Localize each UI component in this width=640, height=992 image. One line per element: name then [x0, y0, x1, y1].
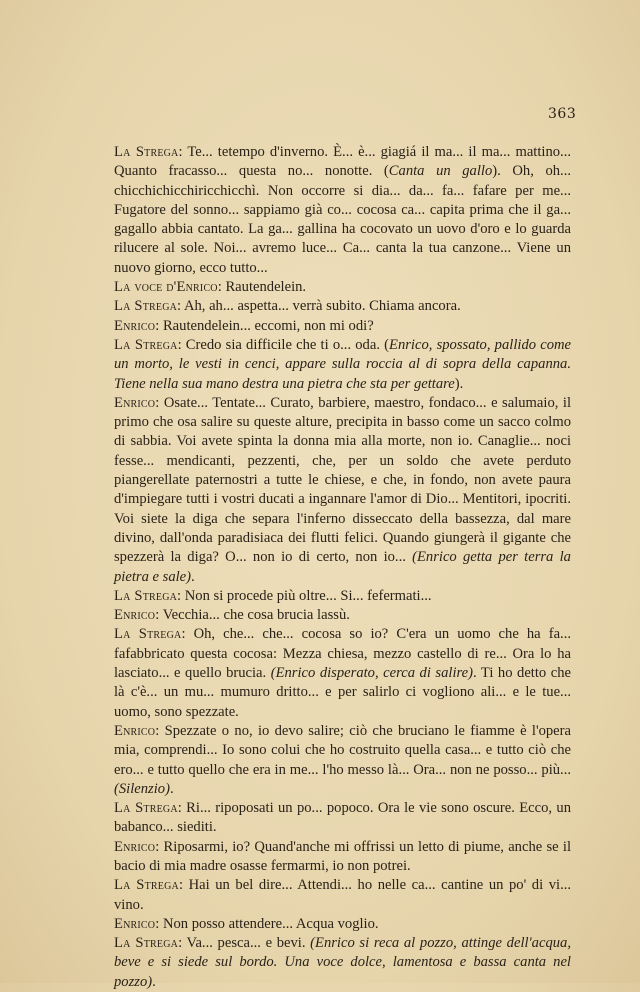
dialogue-text: Rautendelein. — [225, 279, 307, 296]
dialogue-text: Ri... ripoposati un po... popoco. Ora le vie sono oscure. Ecco, un babanco... siediti. — [114, 800, 571, 836]
dialogue-paragraph — [114, 625, 571, 721]
dialogue-text: ). — [454, 375, 464, 392]
dialogue-text: . Ti ho detto che là c'è... un mu... mumuro dritto... e per salirlo ci vogliono ali... e le tue... uomo, sono spezzate. — [114, 665, 571, 720]
dialogue-paragraph — [114, 336, 571, 394]
speaker-separator: : — [217, 279, 226, 296]
speaker-separator: : — [155, 317, 163, 334]
speaker-name: La Strega — [114, 298, 178, 315]
speaker-separator: : — [178, 877, 189, 894]
speaker-name: La voce d'Enrico — [114, 279, 218, 296]
dialogue-text: . — [169, 780, 174, 797]
dialogue-paragraph — [114, 394, 571, 587]
dialogue-text: Non posso attendere... Acqua voglio. — [162, 915, 379, 932]
speaker-name: Enrico — [114, 838, 156, 855]
speaker-separator: : — [155, 838, 164, 855]
dialogue-paragraph — [114, 278, 571, 297]
dialogue-text: Osate... Tentate... Curato, barbiere, maestro, fondaco... e salumaio, il primo che osa salire su queste alture, precipita in basso come un sacco colmo di sabbia. Voi avete spinta la donna mia alla morte, non io. Canaglie... noci fesse... mendicanti, pezzenti, che, per un soldo che avete perduto piangerellate paternostri a tutte le chiese, e che, in fondo, non avete paura d'impiegare tutti i vostri ducati a ingannare l'amor di Dio... Mentitori, ipocriti. Voi siete la diga che separa l'inferno disseccato della bassezza, dal mare divino, dall'onda paradisiaca dei flutti felici. Quando giungerà il gigante che spezzerà la diga? O... non io di certo, non io... — [114, 394, 572, 566]
speaker-name: Enrico — [114, 394, 156, 411]
speaker-name: La Strega — [114, 587, 178, 604]
dialogue-paragraph — [114, 876, 571, 915]
dialogue-text: Riposarmi, io? Quand'anche mi offrissi un letto di piume, anche se il bacio di mia madre osasse fermarmi, io non potrei. — [114, 838, 572, 874]
stage-direction: Enrico, spossato, pallido come un morto, le vesti in cenci, appare sulla roccia al di sopra della capanna. Tiene nella sua mano destra una pietra che sta per gettare — [114, 336, 572, 392]
speaker-name: La Strega — [114, 800, 178, 817]
page-number: 363 — [548, 106, 577, 122]
dialogue-paragraph — [114, 934, 571, 992]
dialogue-text: Vecchia... che cosa brucia lassù. — [162, 607, 350, 624]
speaker-name: Enrico — [114, 317, 156, 334]
dialogue-text: Va... pesca... e bevi. — [186, 935, 311, 952]
dialogue-text: Te... tetempo d'inverno. È... è... giagiá il ma... il ma... mattino... Quanto fracasso... questa no... nonotte. ( — [114, 144, 571, 180]
dialogue-text: . — [191, 568, 195, 585]
dialogue-text: Ah, ah... aspetta... verrà subito. Chiama ancora. — [183, 298, 461, 315]
speaker-separator: : — [155, 722, 165, 739]
speaker-name: La Strega — [114, 935, 179, 952]
speaker-separator: : — [155, 915, 163, 932]
speaker-name: Enrico — [114, 915, 156, 932]
dialogue-text: Oh, che... che... cocosa so io? C'era un uomo che ha fa... fafabbricato questa cocosa: Mezza chiesa, mezzo castello di re... Ora lo ha lasciato... e quello brucia. — [114, 626, 571, 682]
dialogue-paragraph — [114, 799, 571, 838]
stage-direction: (Enrico si reca al pozzo, attinge dell'acqua, beve e si siede sul bordo. Una voce dolce, lamentosa e bassa canta nel pozzo) — [114, 935, 571, 990]
dialogue-paragraph — [114, 143, 571, 278]
dialogue-text: ). Oh, oh... chicchichicchiricchicchì. Non occorre si dia... da... fa... fafare per me... Fugatore del sonno... sappiamo già co... cocosa ca... capita prima che il ga... gagallo abbia cantato. La ga... gallina ha cocovato un uovo d'oro e lo guarda rilucere al sole. Noi... avremo luce... Ca... canta la tua canzone... Viene un nuovo giorno, ecco tutto... — [114, 163, 571, 276]
dialogue-paragraph — [114, 606, 571, 625]
speaker-separator: : — [178, 144, 188, 160]
speaker-separator: : — [178, 935, 187, 952]
speaker-separator: : — [177, 800, 187, 817]
speaker-name: La Strega — [114, 626, 182, 643]
speaker-name: La Strega — [114, 144, 179, 160]
dialogue-text: Spezzate o no, io devo salire; ciò che bruciano le fiamme è l'opera mia, comprendi... Io sono colui che ho costruito quella casa... e tutto ciò che ero... e tutto quello che era in me... l'ho messo là... Ora... non ne posso... più... — [114, 722, 571, 778]
stage-direction: Canta un gallo — [388, 163, 493, 180]
dialogue-paragraph — [114, 317, 571, 336]
dialogue-paragraph — [114, 297, 571, 316]
speaker-name: La Strega — [114, 336, 178, 353]
dialogue-text: Rautendelein... eccomi, non mi odi? — [162, 317, 374, 334]
speaker-separator: : — [177, 587, 185, 604]
dialogue-paragraph — [114, 587, 571, 606]
dialogue-text: Hai un bel dire... Attendi... ho nelle ca... cantine un po' di vi... vino. — [114, 877, 572, 913]
speaker-name: La Strega — [114, 877, 179, 894]
speaker-separator: : — [155, 394, 164, 411]
speaker-separator: : — [177, 298, 184, 315]
dialogue-paragraph — [114, 722, 571, 799]
dialogue-paragraph — [114, 915, 571, 934]
stage-direction: (Enrico getta per terra la pietra e sale) — [114, 549, 571, 585]
play-text — [114, 143, 571, 992]
stage-direction: (Silenzio) — [114, 780, 170, 797]
speaker-name: Enrico — [114, 722, 156, 739]
speaker-separator: : — [181, 626, 194, 643]
dialogue-text: . — [152, 973, 156, 990]
speaker-separator: : — [155, 607, 163, 624]
speaker-name: Enrico — [114, 607, 156, 624]
dialogue-text: Non si procede più oltre... Si... fefermati... — [184, 587, 432, 604]
dialogue-paragraph — [114, 838, 571, 877]
stage-direction: (Enrico disperato, cerca di salire) — [270, 665, 473, 682]
speaker-separator: : — [177, 336, 186, 353]
dialogue-text: Credo sia difficile che ti o... oda. ( — [185, 336, 390, 353]
